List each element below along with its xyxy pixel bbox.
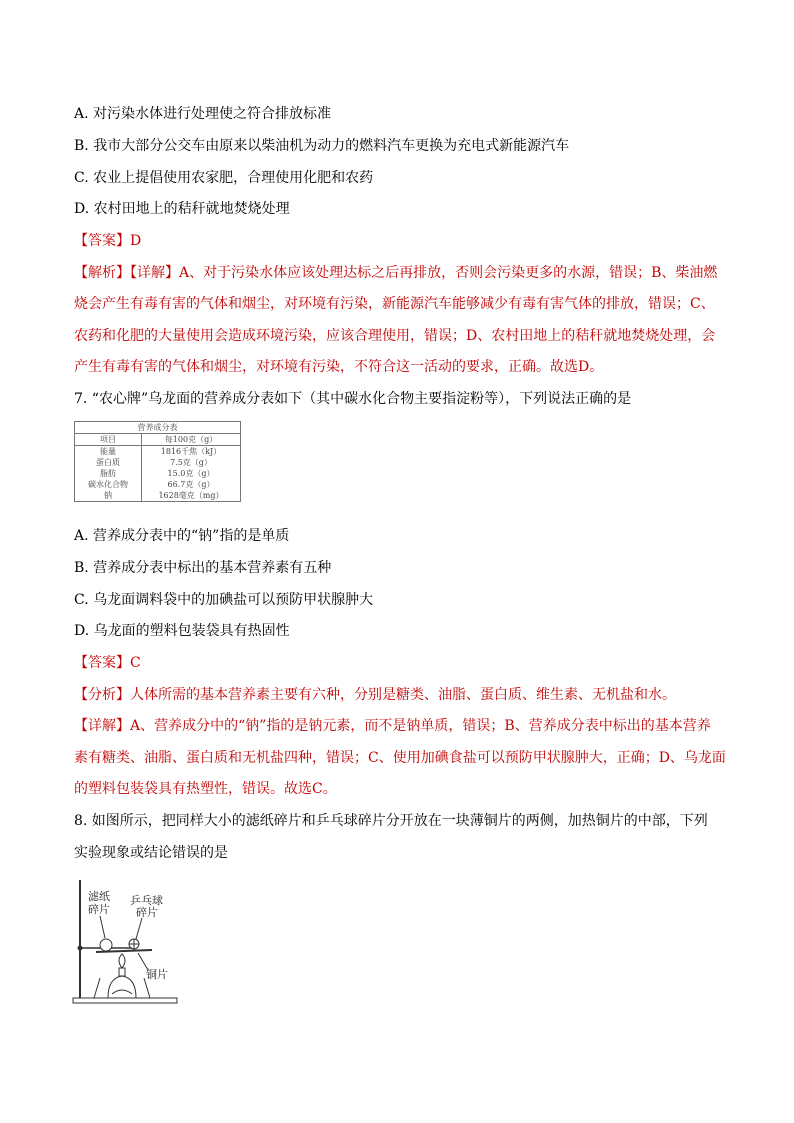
table-row bbox=[75, 479, 241, 490]
q6-analysis-line-4: 产生有毒有害的气体和烟尘，对环境有污染，不符合这一活动的要求，正确。故选D。 bbox=[74, 359, 604, 375]
q7-detail-line-2: 素有糖类、油脂、蛋白质和无机盐四种，错误；C、使用加碘食盐可以预防甲状腺肿大，正确；D、乌龙面 bbox=[74, 750, 726, 766]
label-copper: 铜片 bbox=[146, 968, 168, 981]
q8-stem-line-2: 实验现象或结论错误的是 bbox=[74, 845, 228, 861]
label-filter-1: 滤纸 bbox=[88, 890, 110, 903]
table-row bbox=[75, 468, 241, 479]
q7-option-b: B. 营养成分表中标出的基本营养素有五种 bbox=[74, 560, 332, 576]
q7-detail-line-3: 的塑料包装袋具有热塑性，错误。故选C。 bbox=[74, 781, 337, 797]
q7-option-d: D. 乌龙面的塑料包装袋具有热固性 bbox=[74, 623, 290, 639]
q7-answer: 【答案】C bbox=[74, 655, 141, 671]
table-cell-item: 能量 bbox=[75, 446, 142, 458]
q7-option-c: C. 乌龙面调料袋中的加碘盐可以预防甲状腺肿大 bbox=[74, 592, 374, 608]
table-row bbox=[75, 457, 241, 468]
table-cell-value: 15.0克（g） bbox=[167, 469, 215, 478]
label-ball-2: 碎片 bbox=[136, 906, 158, 919]
nutrition-table bbox=[74, 421, 241, 502]
nutrition-table-caption: 营养成分表 bbox=[75, 422, 241, 434]
flame bbox=[119, 954, 125, 968]
q6-option-a: A. 对污染水体进行处理使之符合排放标准 bbox=[74, 106, 332, 122]
q6-answer: 【答案】D bbox=[74, 233, 142, 249]
filter-paper-piece bbox=[100, 939, 112, 951]
q7-option-a: A. 营养成分表中的“钠”指的是单质 bbox=[74, 528, 290, 544]
table-cell-value: 66.7克（g） bbox=[167, 480, 215, 489]
table-cell-item: 蛋白质 bbox=[75, 457, 142, 468]
q7-detail-line-1: 【详解】A、营养成分中的“钠”指的是钠元素，而不是钠单质，错误；B、营养成分表中标出的基本营养 bbox=[74, 718, 711, 734]
table-header-per100g: 每100克（g） bbox=[142, 434, 241, 446]
q6-option-b: B. 我市大部分公交车由原来以柴油机为动力的燃料汽车更换为充电式新能源汽车 bbox=[74, 138, 570, 154]
table-header-item: 项目 bbox=[75, 434, 142, 446]
q6-analysis-line-2: 烧会产生有毒有害的气体和烟尘，对环境有污染，新能源汽车能够减少有毒有害气体的排放，错误；C、 bbox=[74, 296, 715, 312]
table-cell-value: 7.5克（g） bbox=[170, 458, 212, 467]
table-cell-value: 1816千焦（kJ） bbox=[160, 447, 222, 456]
q6-option-c: C. 农业上提倡使用农家肥，合理使用化肥和农药 bbox=[74, 170, 374, 186]
q6-analysis-line-3: 农药和化肥的大量使用会造成环境污染，应该合理使用，错误；D、农村田地上的秸秆就地焚烧处理，会 bbox=[74, 328, 716, 344]
label-ball-1: 乒乓球 bbox=[130, 894, 163, 907]
q7-analysis: 【分析】人体所需的基本营养素主要有六种，分别是糖类、油脂、蛋白质、维生素、无机盐和水。 bbox=[74, 687, 676, 703]
alcohol-lamp bbox=[108, 976, 136, 998]
table-cell-item: 钠 bbox=[75, 490, 142, 502]
table-cell-value: 1628毫克（mg） bbox=[158, 491, 224, 500]
table-row bbox=[75, 490, 241, 502]
label-filter-2: 碎片 bbox=[88, 903, 110, 916]
table-row bbox=[75, 446, 241, 458]
stand-base bbox=[73, 998, 177, 1003]
q6-option-d: D. 农村田地上的秸秆就地焚烧处理 bbox=[74, 201, 290, 217]
table-cell-item: 脂肪 bbox=[75, 468, 142, 479]
q7-stem: 7. “农心牌”乌龙面的营养成分表如下（其中碳水化合物主要指淀粉等），下列说法正确的是 bbox=[74, 391, 632, 407]
table-cell-item: 碳水化合物 bbox=[75, 479, 142, 490]
q6-analysis-line-1: 【解析】【详解】A、对于污染水体应该处理达标之后再排放，否则会污染更多的水源，错误；B、柴油燃 bbox=[74, 265, 718, 281]
experiment-apparatus-figure bbox=[72, 878, 182, 1006]
q8-stem-line-1: 8. 如图所示，把同样大小的滤纸碎片和乒乓球碎片分开放在一块薄铜片的两侧，加热铜片的中部，下列 bbox=[74, 813, 708, 829]
